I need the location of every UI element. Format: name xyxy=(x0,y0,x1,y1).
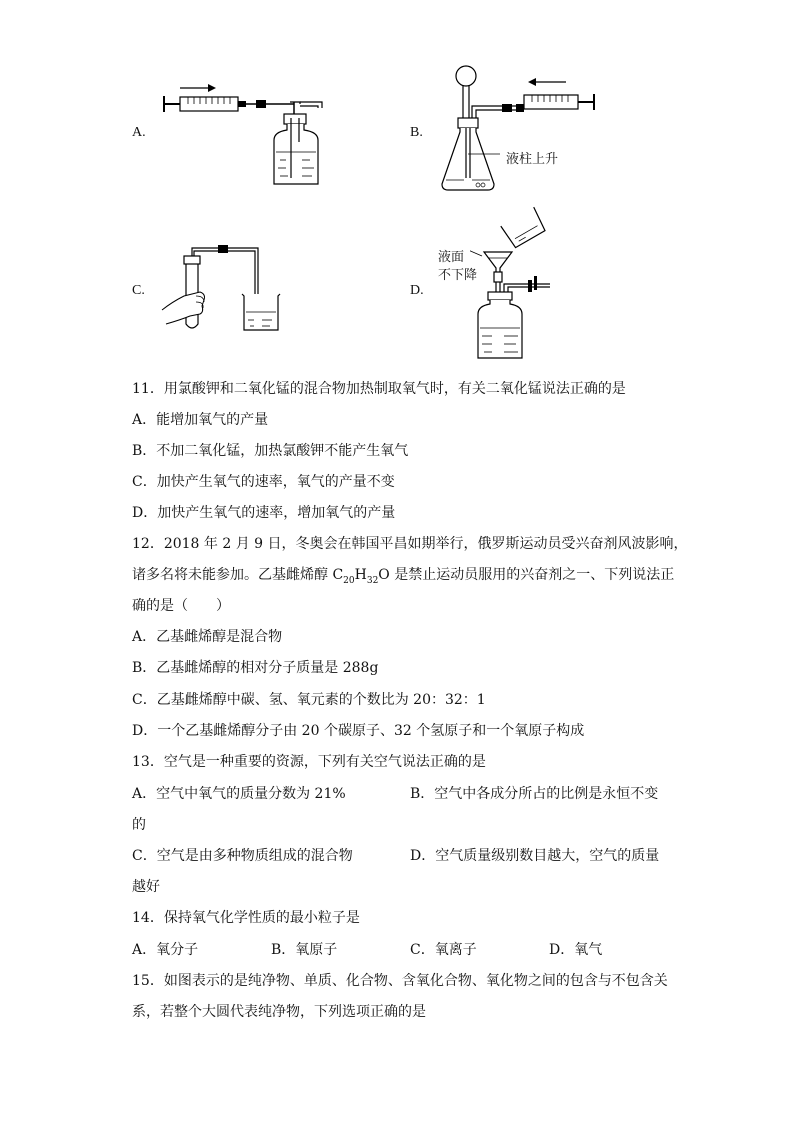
q12-stem-line2 xyxy=(132,565,674,591)
figure-d-apparatus xyxy=(470,206,570,366)
q14-option-a: A．氧分子 xyxy=(132,942,199,958)
q12-stem-text-after: O 是禁止运动员服用的兴奋剂之一、下列说法正 xyxy=(378,567,675,583)
figure-b-apparatus xyxy=(436,62,606,194)
q11-option-b: B．不加二氧化锰，加热氯酸钾不能产生氧气 xyxy=(132,443,409,459)
q11-stem: 11．用氯酸钾和二氧化锰的混合物加热制取氧气时，有关二氧化锰说法正确的是 xyxy=(132,381,626,397)
figure-d-label-line2: 不下降 xyxy=(438,268,478,283)
figure-c-apparatus xyxy=(160,240,290,335)
figure-d-label-line1: 液面 xyxy=(438,250,465,265)
figure-c-letter: C. xyxy=(132,283,145,298)
q11-option-a: A．能增加氧气的产量 xyxy=(132,412,269,428)
q12-option-c: C．乙基雌烯醇中碳、氢、氧元素的个数比为 20：32：1 xyxy=(132,692,486,708)
q13-option-a: A．空气中氧气的质量分数为 21% xyxy=(132,786,346,802)
q13-option-b-line2: 的 xyxy=(132,817,146,833)
figure-d-letter: D. xyxy=(410,283,424,298)
q15-stem-line2: 系，若整个大圆代表纯净物，下列选项正确的是 xyxy=(132,1004,426,1020)
q14-option-c: C．氧离子 xyxy=(410,942,477,958)
figure-b-letter: B. xyxy=(410,125,423,140)
figure-b-label: 液柱上升 xyxy=(506,152,559,167)
q13-option-d-line2: 越好 xyxy=(132,879,160,895)
q11-option-d: D．加快产生氧气的速率，增加氧气的产量 xyxy=(132,505,396,521)
q13-option-b-line1: B．空气中各成分所占的比例是永恒不变 xyxy=(410,786,659,802)
q11-option-c: C．加快产生氧气的速率，氧气的产量不变 xyxy=(132,474,395,490)
q12-option-d: D．一个乙基雌烯醇分子由 20 个碳原子、32 个氢原子和一个氧原子构成 xyxy=(132,723,585,739)
q14-option-b: B．氧原子 xyxy=(271,942,338,958)
q12-formula-h: H xyxy=(354,567,367,583)
q12-formula-sub-c: 20 xyxy=(343,575,355,586)
q12-option-b: B．乙基雌烯醇的相对分子质量是 288g xyxy=(132,660,379,676)
q13-option-c: C．空气是由多种物质组成的混合物 xyxy=(132,848,353,864)
figure-a-letter: A. xyxy=(132,125,146,140)
q12-stem-line3: 确的是（ ） xyxy=(132,598,230,614)
q12-stem-line1: 12．2018 年 2 月 9 日，冬奥会在韩国平昌如期举行，俄罗斯运动员受兴奋剂风波影响， xyxy=(132,536,688,552)
q12-stem-text-before: 诸多名将未能参加。乙基雌烯醇 C xyxy=(132,567,344,583)
q14-stem: 14．保持氧气化学性质的最小粒子是 xyxy=(132,910,360,926)
q15-stem-line1: 15．如图表示的是纯净物、单质、化合物、含氧化合物、氧化物之间的包含与不包含关 xyxy=(132,973,668,989)
q13-option-d-line1: D．空气质量级别数目越大，空气的质量 xyxy=(410,848,660,864)
figure-a-apparatus xyxy=(160,80,335,190)
q12-option-a: A．乙基雌烯醇是混合物 xyxy=(132,629,283,645)
q12-formula-sub-h: 32 xyxy=(366,575,379,586)
q13-stem: 13．空气是一种重要的资源，下列有关空气说法正确的是 xyxy=(132,754,486,770)
q14-option-d: D．氧气 xyxy=(549,942,603,958)
